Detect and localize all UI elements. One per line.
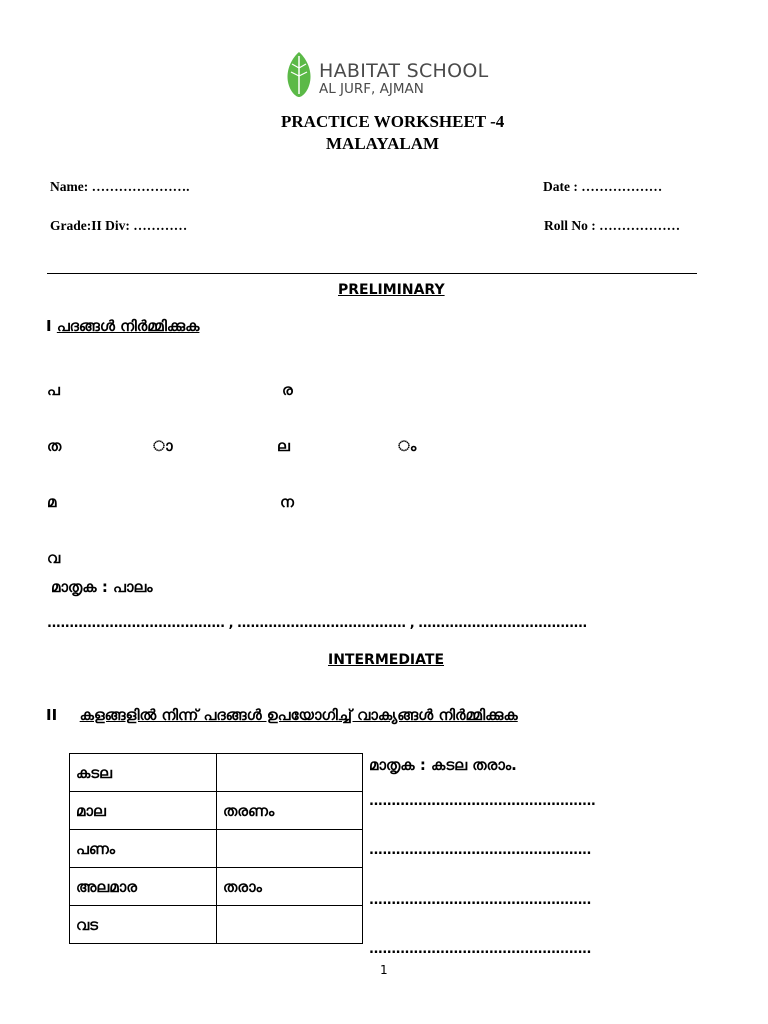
letter: ന [280,493,294,511]
school-logo [284,50,489,100]
answer-blanks[interactable]: ........................................ , ...................................... , ...................................... [47,616,587,631]
table-cell: മാല [70,792,217,830]
question-2 [46,706,518,724]
letter: ാ [153,437,173,455]
leaf-logo-icon [284,50,314,98]
date-field[interactable]: Date : ……………… [543,179,663,194]
example-text: മാതൃക : പാലം [51,578,153,596]
table-cell: പണം [70,830,217,868]
name-field[interactable]: Name: …………………. [50,179,190,194]
answer-line[interactable]: .................................................. [369,942,591,957]
grade-div-field[interactable]: Grade:II Div: ………… [50,218,188,233]
question-text: പദങ്ങൾ നിർമ്മിക്കുക [56,317,200,335]
letter: ത [47,437,62,455]
letter: പ [47,381,60,399]
example-sentence: മാതൃക : കടല തരാം. [369,756,517,774]
letter: വ [47,549,61,567]
table-cell: തരാം [217,868,363,906]
answer-line[interactable]: ................................................... [369,794,596,809]
question-text: കളങ്ങളിൽ നിന്ന് പദങ്ങൾ ഉപയോഗിച്ച് വാക്യങ്ങൾ നിർമ്മിക്കുക [79,706,518,724]
table-cell: വട [70,906,217,944]
letter: ര [282,381,293,399]
worksheet-title: PRACTICE WORKSHEET -4 [281,112,505,131]
roll-no-field[interactable]: Roll No : ……………… [544,218,681,233]
table-cell [217,754,363,792]
word-table [69,753,363,944]
table-row [70,868,363,906]
table-cell: കടല [70,754,217,792]
answer-line[interactable]: .................................................. [369,843,591,858]
question-number: I [46,317,52,335]
table-row [70,792,363,830]
question-number: II [46,706,58,724]
table-row [70,754,363,792]
table-row [70,906,363,944]
question-1 [46,317,199,335]
school-location: AL JURF, AJMAN [319,81,424,97]
table-cell [217,830,363,868]
table-cell [217,906,363,944]
table-cell: അലമാര [70,868,217,906]
table-row [70,830,363,868]
letter: ം [398,437,417,455]
page-number: 1 [380,963,388,977]
subject-title: MALAYALAM [326,134,440,153]
section-heading-preliminary: PRELIMINARY [338,282,445,298]
letter: ല [277,437,290,455]
letter: മ [47,493,57,511]
answer-line[interactable]: .................................................. [369,893,591,908]
section-heading-intermediate: INTERMEDIATE [328,652,445,668]
divider-line [47,273,697,274]
table-cell: തരണം [217,792,363,830]
school-name: HABITAT SCHOOL [319,60,489,82]
